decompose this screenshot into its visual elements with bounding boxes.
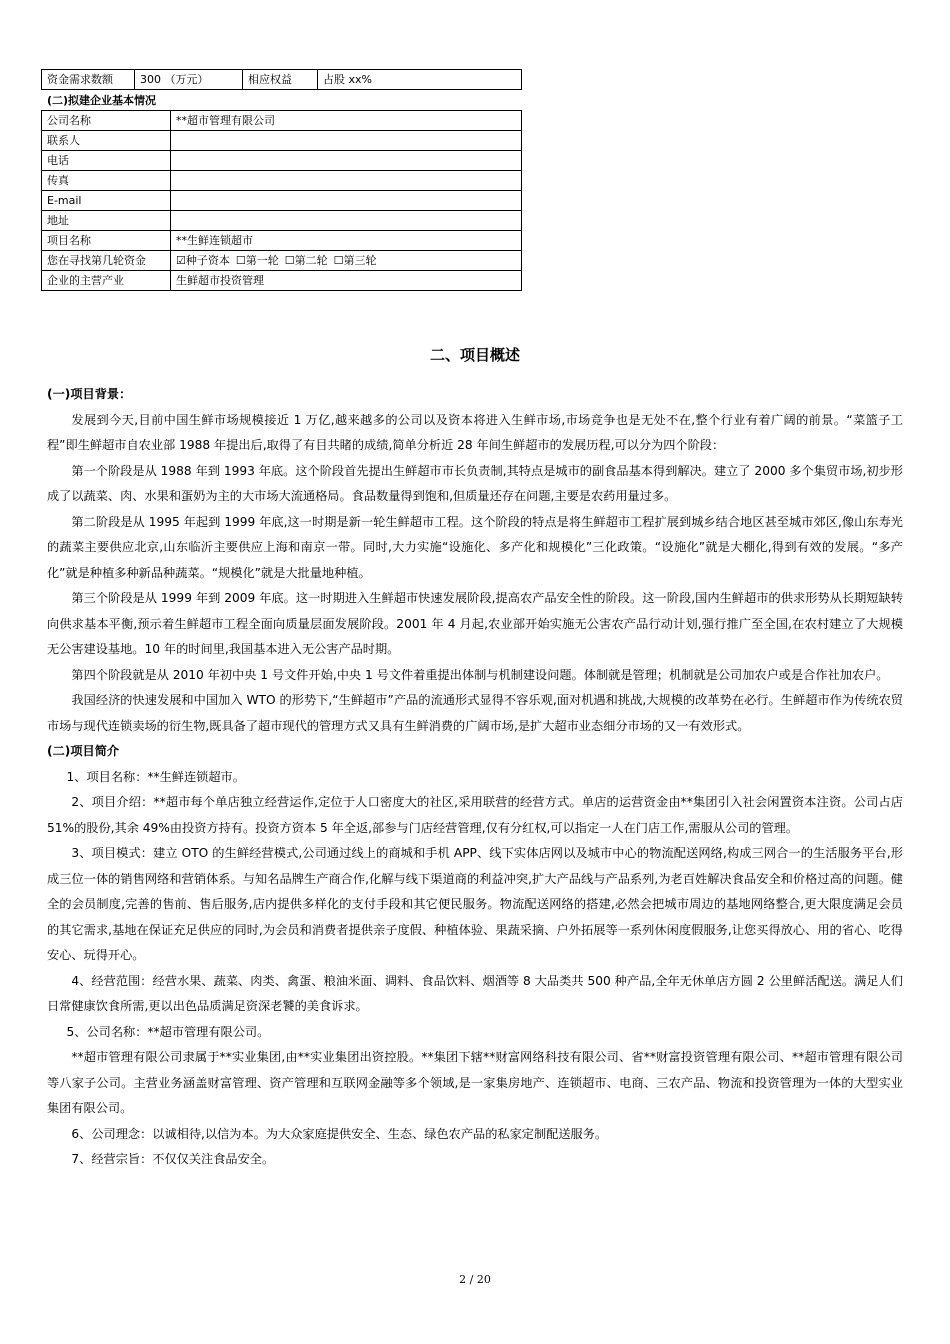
paragraph: 我国经济的快速发展和中国加入 WTO 的形势下,“生鲜超市”产品的流通形式显得不容乐观,面对机遇和挑战,大规模的改革势在必行。生鲜超市作为传统农贸市场与现代连锁卖场的衍生物,既具备了超市现代的管理方式又具有生鲜消费的广阔市场,是扩大超市业态细分市场的又一有效形式。 — [47, 693, 903, 733]
funding-round-label: 您在寻找第几轮资金 — [42, 251, 171, 271]
paragraph: 第三个阶段是从 1999 年到 2009 年底。这一时期进入生鲜超市快速发展阶段,提高农产品安全性的阶段。这一阶段,国内生鲜超市的供求形势从长期短缺转向供求基本平衡,预示着生鲜超市工程全面向质量层面发展阶段。2001 年 4 月起,农业部开始实施无公害农产品行动计划,强行推广至全国,在农村建立了大规模无公害建设基地。10 年的时间里,我国基本进入无公害产品时期。 — [47, 591, 903, 656]
funding-amount: 300 （万元） — [135, 70, 243, 90]
company-row-value: **生鲜连锁超市 — [171, 231, 522, 251]
company-row — [42, 211, 522, 231]
company-row — [42, 231, 522, 251]
paragraph: 4、经营范围：经营水果、蔬菜、肉类、禽蛋、粮油米面、调料、食品饮料、烟酒等 8 大品类共 500 种产品,全年无休单店方圆 2 公里鲜活配送。满足人们日常健康饮食所需,更以出色品质满足资深老饕的美食诉求。 — [47, 973, 903, 1013]
company-row — [42, 131, 522, 151]
company-row-value — [171, 211, 522, 231]
equity-value: 占股 xx% — [318, 70, 522, 90]
paragraph: 1、项目名称：**生鲜连锁超市。 — [66, 769, 245, 784]
paragraph: 2、项目介绍：**超市每个单店独立经营运作,定位于人口密度大的社区,采用联营的经营方式。单店的运营资金由**集团引入社会闲置资本注资。公司占店 51%的股份,其余 49%由投资方持有。投资方资本 5 年全返,部参与门店经营管理,仅有分红权,可以指定一人在门店工作,需服从公司的管理。 — [47, 795, 903, 835]
round-option-label: 第一轮 — [245, 254, 279, 267]
industry-label: 企业的主营产业 — [42, 271, 171, 291]
company-row-value — [171, 171, 522, 191]
section-heading: (一)项目背景： — [47, 387, 132, 401]
round-option[interactable] — [285, 254, 328, 267]
company-row-label: E-mail — [42, 191, 171, 211]
company-row-value: **超市管理有限公司 — [171, 111, 522, 131]
page-number: 2 / 20 — [459, 1273, 491, 1286]
company-row-label: 传真 — [42, 171, 171, 191]
funding-round-options — [171, 251, 522, 271]
round-option-label: 种子资本 — [185, 254, 230, 267]
paragraph: 6、公司理念：以诚相待,以信为本。为大众家庭提供安全、生态、绿色农产品的私家定制配送服务。 — [71, 1126, 608, 1141]
paragraph: **超市管理有限公司隶属于**实业集团,由**实业集团出资控股。**集团下辖**财富网络科技有限公司、省**财富投资管理有限公司、**超市管理有限公司等八家子公司。主营业务涵盖财富管理、资产管理和互联网金融等多个领域,是一家集房地产、连锁超市、电商、三农产品、物流和投资管理为一体的大型实业集团有限公司。 — [47, 1050, 903, 1115]
round-option[interactable] — [334, 254, 377, 267]
company-row — [42, 191, 522, 211]
paragraph: 5、公司名称：**超市管理有限公司。 — [66, 1024, 270, 1039]
company-table-body — [42, 111, 522, 291]
paragraph: 发展到今天,目前中国生鲜市场规模接近 1 万亿,越来越多的公司以及资本将进入生鲜市场,市场竞争也是无处不在,整个行业有着广阔的前景。“菜篮子工程”即生鲜超市自农业部 1988 年提出后,取得了有目共睹的成绩,简单分析近 28 年间生鲜超市的发展历程,可以分为四个阶段： — [47, 412, 903, 452]
round-option[interactable] — [176, 254, 230, 267]
paragraph: 第一个阶段是从 1988 年到 1993 年底。这个阶段首先提出生鲜超市市长负责制,其特点是城市的副食品基本得到解决。建立了 2000 多个集贸市场,初步形成了以蔬菜、肉、水果和蛋奶为主的大市场大流通格局。食品数量得到饱和,但质量还存在问题,主要是农药用量过多。 — [47, 463, 903, 503]
industry-row — [42, 271, 522, 291]
paragraph: 7、经营宗旨：不仅仅关注食品安全。 — [71, 1152, 275, 1166]
section-heading: (二)项目简介 — [47, 744, 120, 758]
company-row — [42, 171, 522, 191]
company-table — [41, 110, 522, 291]
funding-round-row — [42, 251, 522, 271]
company-row-value — [171, 151, 522, 171]
checkbox-icon[interactable]: ☐ — [333, 254, 344, 267]
checked-box-icon[interactable]: ☑ — [176, 254, 186, 267]
chapter-title: 二、项目概述 — [429, 346, 520, 364]
company-row-label: 联系人 — [42, 131, 171, 151]
funding-label: 资金需求数额 — [42, 70, 135, 90]
company-row — [42, 111, 522, 131]
company-row-label: 地址 — [42, 211, 171, 231]
company-section-title: (二)拟建企业基本情况 — [47, 94, 157, 107]
paragraph: 第二阶段是从 1995 年起到 1999 年底,这一时期是新一轮生鲜超市工程。这个阶段的特点是将生鲜超市工程扩展到城乡结合地区甚至城市郊区,像山东寿光的蔬菜主要供应北京,山东临沂主要供应上海和南京一带。同时,大力实施“设施化、多产化和规模化”三化政策。“设施化”就是大棚化,得到有效的发展。“多产化”就是种植多种新品种蔬菜。“规模化”就是大批量地种植。 — [47, 514, 903, 580]
company-row-value — [171, 191, 522, 211]
overview-body — [47, 382, 903, 1173]
round-option-label: 第二轮 — [294, 254, 328, 267]
industry-value: 生鲜超市投资管理 — [171, 271, 522, 291]
round-option-label: 第三轮 — [343, 254, 377, 267]
funding-table — [41, 69, 522, 90]
round-option[interactable] — [236, 254, 279, 267]
company-row — [42, 151, 522, 171]
checkbox-icon[interactable]: ☐ — [235, 254, 246, 267]
paragraph: 第四个阶段就是从 2010 年初中央 1 号文件开始,中央 1 号文件着重提出体制与机制建设问题。体制就是管理；机制就是公司加农户或是合作社加农户。 — [71, 667, 889, 682]
company-row-label: 电话 — [42, 151, 171, 171]
equity-label: 相应权益 — [243, 70, 318, 90]
company-row-label: 公司名称 — [42, 111, 171, 131]
checkbox-icon[interactable]: ☐ — [284, 254, 295, 267]
company-row-label: 项目名称 — [42, 231, 171, 251]
paragraph: 3、项目模式：建立 OTO 的生鲜经营模式,公司通过线上的商城和手机 APP、线下实体店网以及城市中心的物流配送网络,构成三网合一的生活服务平台,形成三位一体的销售网络和营销体系。与知名品牌生产商合作,化解与线下渠道商的利益冲突,扩大产品线与产品系列,为老百姓解决食品安全和价格过高的问题。健全的会员制度,完善的售前、售后服务,店内提供多样化的支付手段和其它便民服务。物流配送网络的搭建,必然会把城市周边的基地网络整合,更大限度满足会员的其它需求,基地在保证充足供应的同时,为会员和消费者提供亲子度假、种植体验、果蔬采摘、户外拓展等一系列休闲度假服务,让您买得放心、用的省心、吃得安心、玩得开心。 — [47, 846, 903, 962]
company-row-value — [171, 131, 522, 151]
funding-row — [42, 70, 522, 90]
